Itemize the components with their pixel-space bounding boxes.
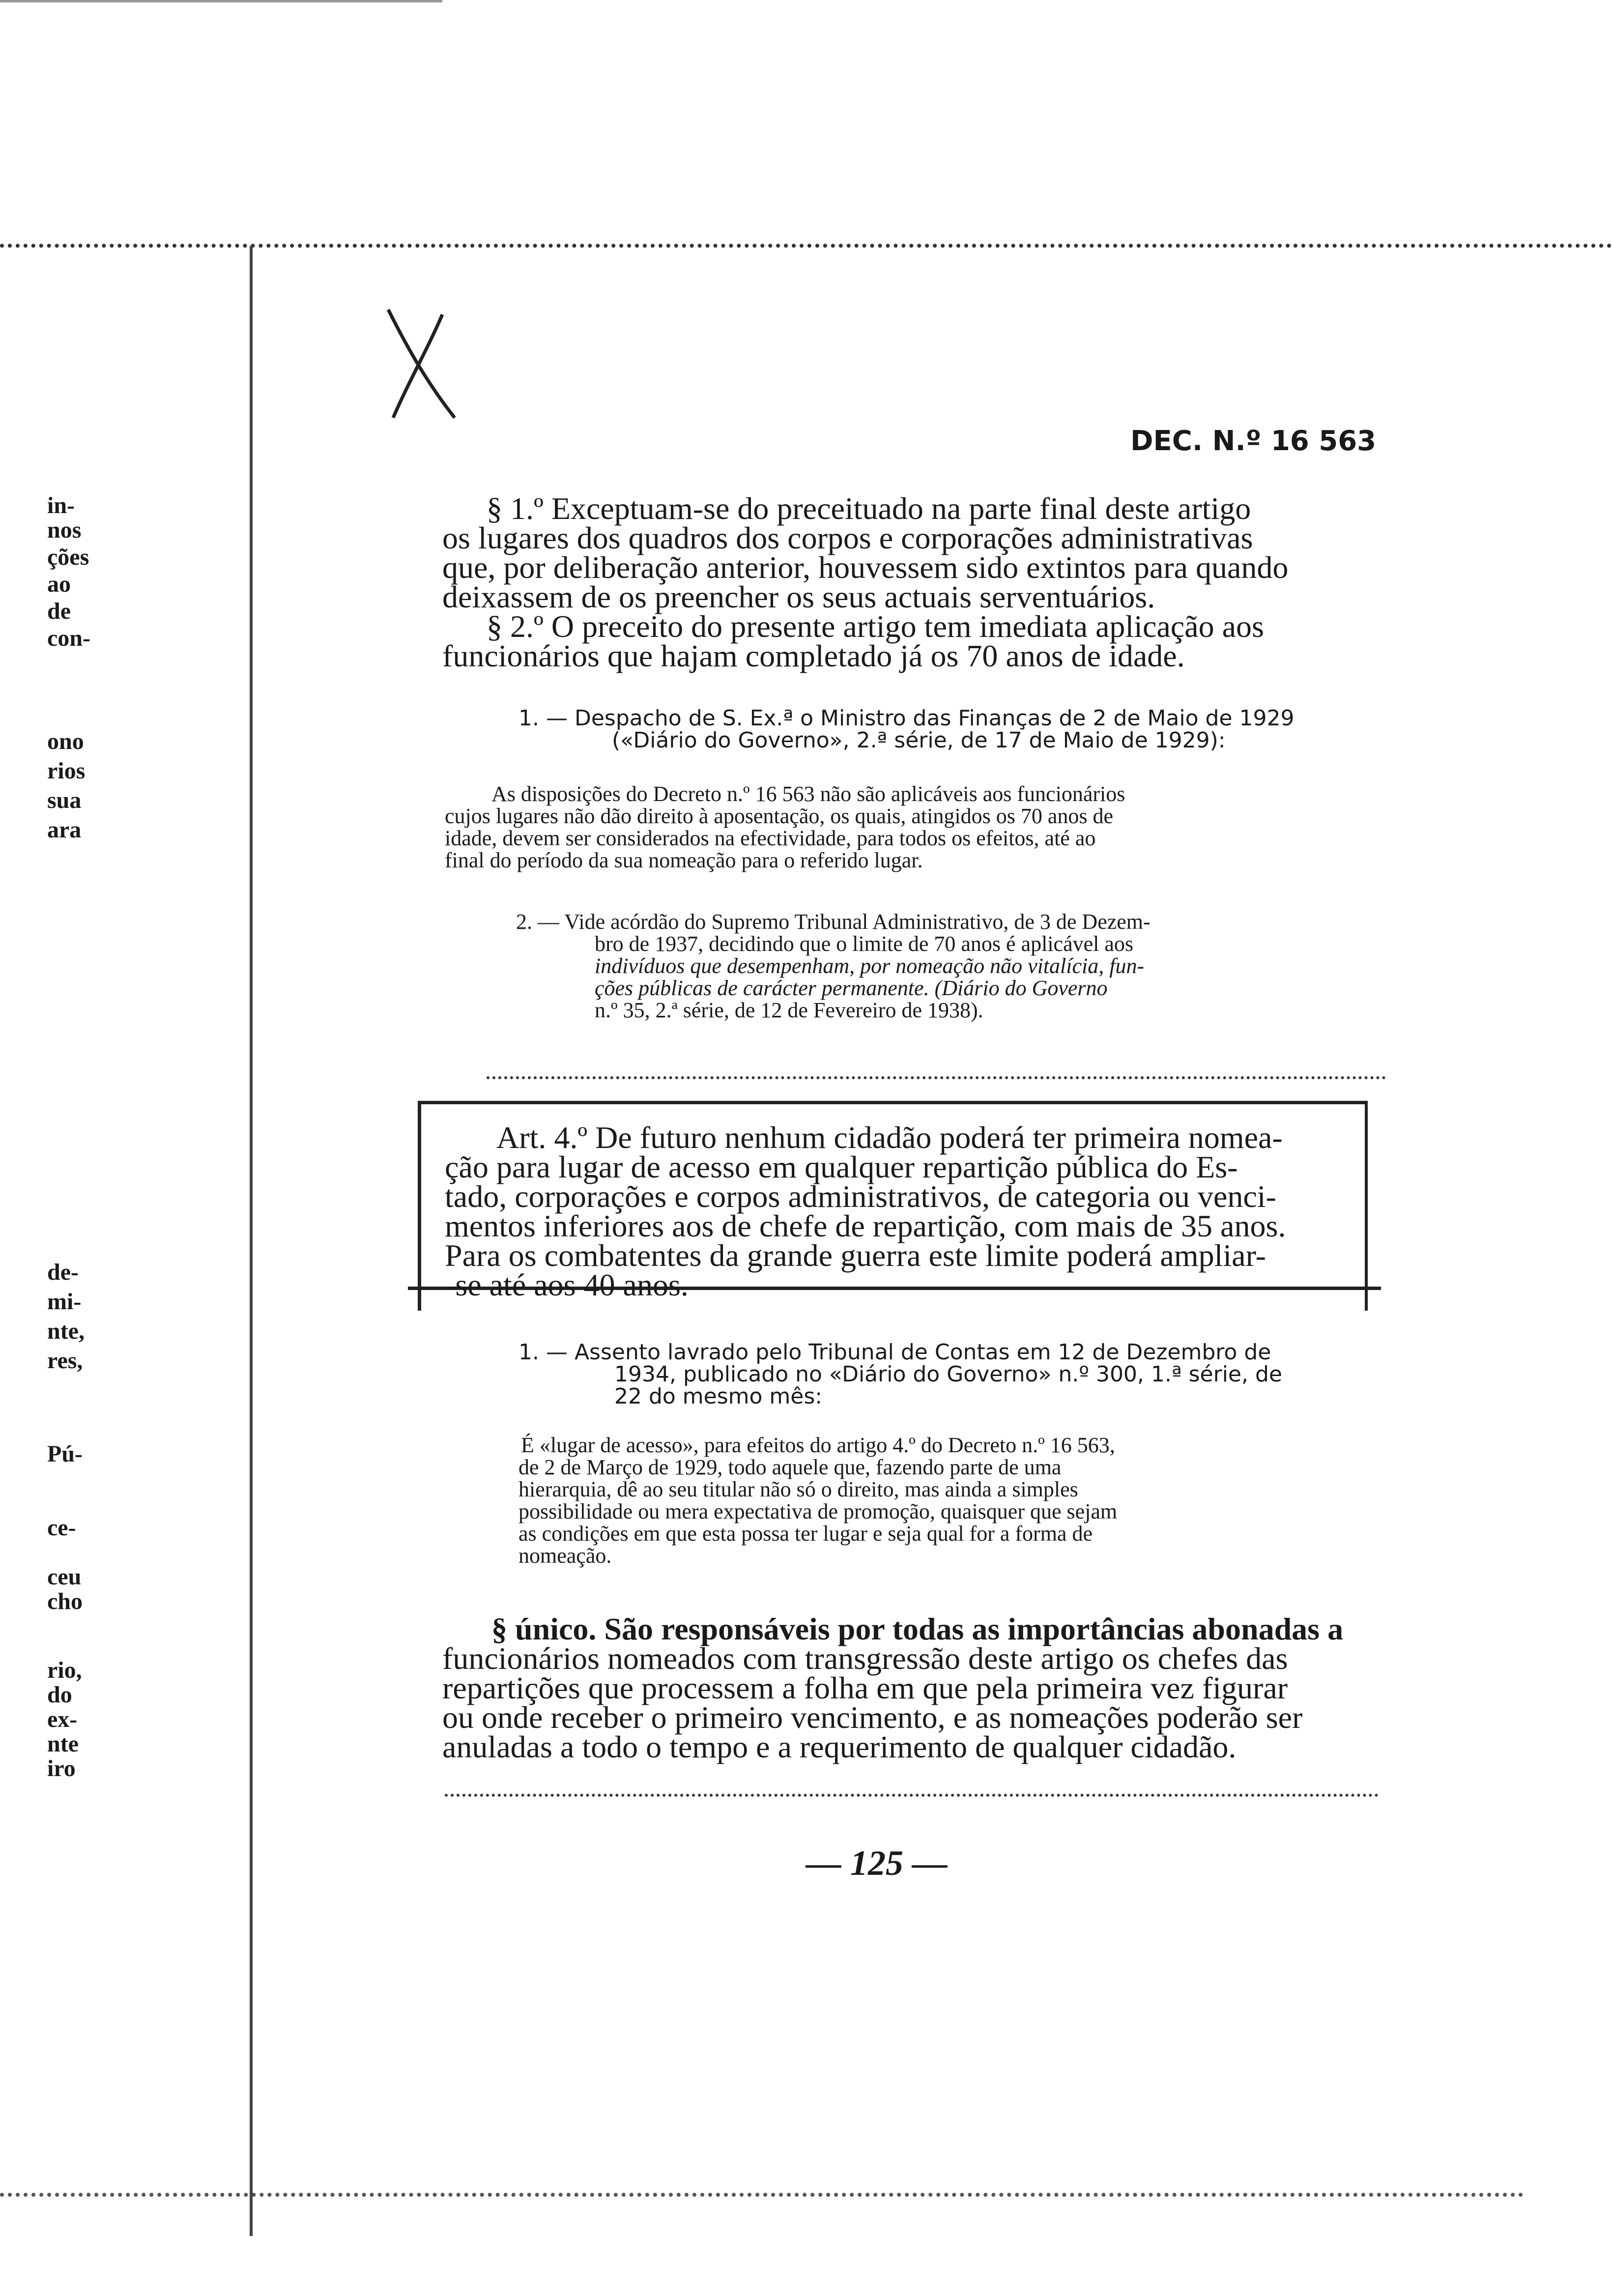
fragment-text: mi- — [47, 1289, 82, 1315]
section-separator — [445, 1794, 1379, 1797]
fragment-text: de — [47, 598, 71, 624]
note-2-line: n.º 35, 2.ª série, de 12 de Fevereiro de 1938). — [595, 998, 983, 1022]
fragment-text: ara — [47, 817, 82, 843]
article-4-line: mentos inferiores aos de chefe de repartição, com mais de 35 anos. — [445, 1208, 1286, 1243]
note-3-body-line: de 2 de Março de 1929, todo aquele que, fazendo parte de uma — [518, 1455, 1062, 1479]
fragment-text: iro — [47, 1755, 76, 1781]
paragraph-2-line: funcionários que hajam completado já os 70 anos de idade. — [442, 638, 1185, 673]
unico-paragraph-line: funcionários nomeados com transgressão deste artigo os chefes das — [442, 1641, 1288, 1676]
note-2-line: indivíduos que desempenham, por nomeação não vitalícia, fun- — [595, 954, 1145, 978]
note-2-line: bro de 1937, decidindo que o limite de 70 anos é aplicável aos — [595, 932, 1134, 956]
fragment-text: de- — [47, 1259, 79, 1285]
fragment-text: in- — [47, 492, 75, 518]
fragment-text: rios — [47, 758, 86, 784]
handwritten-x-mark — [374, 300, 462, 423]
fragment-text: rio, — [47, 1657, 82, 1683]
article-4-line: Para os combatentes da grande guerra este limite poderá ampliar- — [445, 1238, 1266, 1273]
fragment-text: Pú- — [47, 1441, 83, 1467]
page-number: — 125 — — [806, 1843, 948, 1883]
note-1-body-line: idade, devem ser considerados na efectividade, para todos os efeitos, até ao — [445, 826, 1096, 850]
fragment-text: ceu — [47, 1564, 82, 1590]
note-3-heading-line: 1934, publicado no «Diário do Governo» n.º 300, 1.ª série, de — [614, 1362, 1282, 1387]
fragment-text: ce- — [47, 1515, 76, 1541]
fragment-text: ex- — [47, 1706, 78, 1732]
note-3-body-line: possibilidade ou mera expectativa de promoção, quaisquer que sejam — [518, 1499, 1118, 1523]
paragraph-1-line: os lugares dos quadros dos corpos e corporações administrativas — [442, 520, 1253, 555]
unico-paragraph-line: § único. São responsáveis por todas as importâncias abonadas a — [491, 1611, 1344, 1646]
note-3-body-line: nomeação. — [518, 1544, 612, 1568]
paragraph-1-line: § 1.º Exceptuam-se do preceituado na parte final deste artigo — [487, 491, 1251, 526]
note-1-body-line: As disposições do Decreto n.º 16 563 não são aplicáveis aos funcionários — [491, 782, 1125, 806]
note-2-line: 2. — Vide acórdão do Supremo Tribunal Administrativo, de 3 de Dezem- — [516, 910, 1151, 934]
bottom-scan-line — [0, 2193, 1524, 2197]
note-3-heading-line: 22 do mesmo mês: — [614, 1384, 823, 1409]
unico-paragraph-line: ou onde receber o primeiro vencimento, e as nomeações poderão ser — [442, 1700, 1303, 1735]
article-4-line: ção para lugar de acesso em qualquer repartição pública do Es- — [445, 1149, 1238, 1184]
top-scan-line — [0, 244, 1612, 248]
article-4-line: tado, corporações e corpos administrativos, de categoria ou venci- — [445, 1179, 1276, 1214]
unico-paragraph-line: anuladas a todo o tempo e a requerimento de qualquer cidadão. — [442, 1729, 1237, 1764]
paragraph-2-line: § 2.º O preceito do presente artigo tem imediata aplicação aos — [487, 609, 1264, 644]
page-gutter-line — [250, 246, 253, 2236]
fragment-text: ono — [47, 728, 84, 754]
unico-paragraph-line: repartições que processem a folha em que pela primeira vez figurar — [442, 1670, 1288, 1705]
fragment-text: ções — [47, 544, 89, 570]
fragment-text: con- — [47, 625, 90, 651]
fragment-text: ao — [47, 571, 71, 597]
note-2-line: ções públicas de carácter permanente. (Diário do Governo — [595, 976, 1108, 1000]
fragment-text: res, — [47, 1348, 83, 1374]
fragment-text: do — [47, 1682, 72, 1708]
note-1-heading-line: 1. — Despacho de S. Ex.ª o Ministro das Finanças de 2 de Maio de 1929 — [518, 706, 1295, 731]
fragment-text: nos — [47, 517, 82, 543]
fragment-text: sua — [47, 787, 82, 813]
article-4-line: -se até aos 40 anos. — [445, 1267, 689, 1302]
paragraph-1-line: deixassem de os preencher os seus actuais serventuários. — [442, 579, 1155, 614]
note-1-body-line: cujos lugares não dão direito à aposentação, os quais, atingidos os 70 anos de — [445, 804, 1114, 828]
note-1-body-line: final do período da sua nomeação para o referido lugar. — [445, 848, 923, 872]
fragment-text: nte, — [47, 1318, 85, 1344]
note-3-body-line: hierarquia, dê ao seu titular não só o direito, mas ainda a simples — [518, 1477, 1078, 1501]
fragment-text: cho — [47, 1588, 83, 1614]
top-edge-line — [0, 0, 442, 2]
article-4-line: Art. 4.º De futuro nenhum cidadão poderá ter primeira nomea- — [496, 1120, 1283, 1155]
note-3-body-line: as condições em que esta possa ter lugar e seja qual for a forma de — [518, 1521, 1093, 1546]
fragment-text: nte — [47, 1731, 79, 1757]
note-3-body-line: É «lugar de acesso», para efeitos do artigo 4.º do Decreto n.º 16 563, — [521, 1433, 1115, 1457]
section-separator — [487, 1076, 1386, 1079]
document-reference: DEC. N.º 16 563 — [1130, 425, 1377, 457]
note-3-heading-line: 1. — Assento lavrado pelo Tribunal de Contas em 12 de Dezembro de — [518, 1340, 1271, 1365]
note-1-heading-line: («Diário do Governo», 2.ª série, de 17 de Maio de 1929): — [612, 728, 1226, 753]
paragraph-1-line: que, por deliberação anterior, houvessem sido extintos para quando — [442, 550, 1289, 585]
